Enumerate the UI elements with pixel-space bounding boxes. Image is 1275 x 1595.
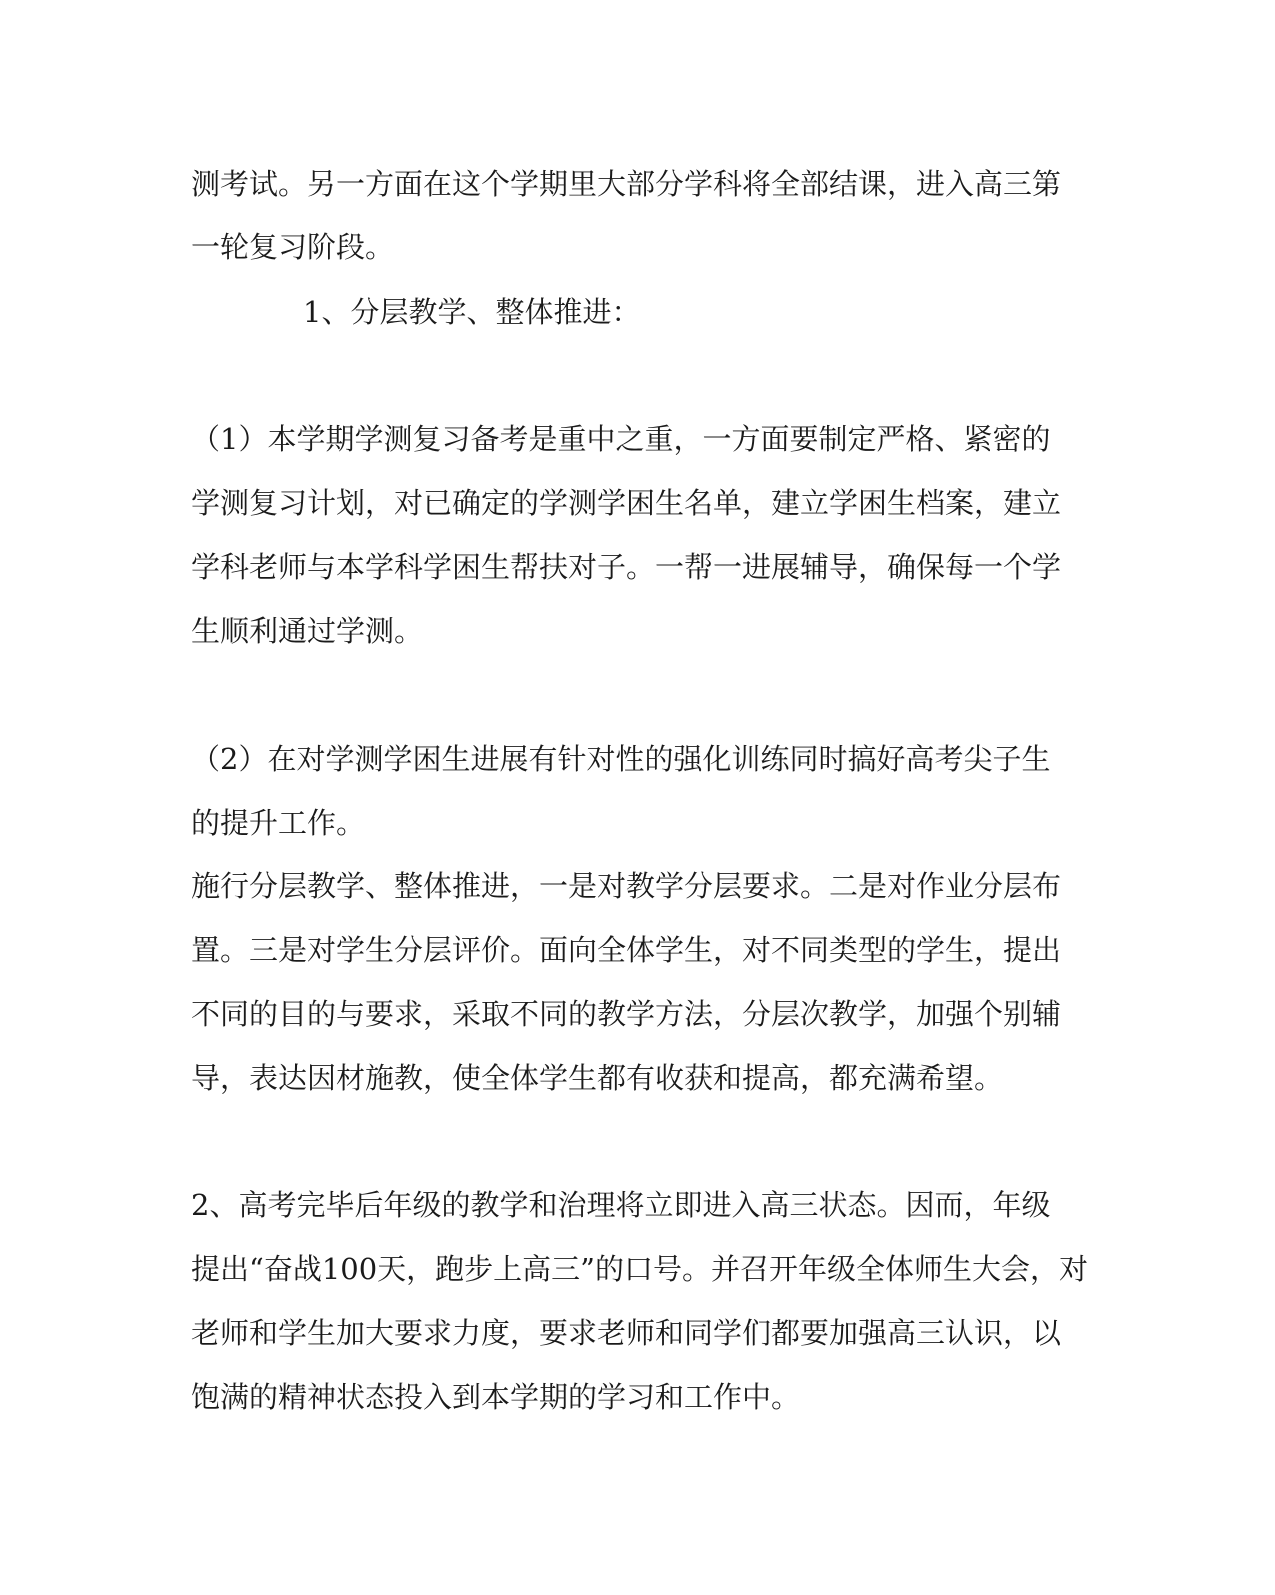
paragraph-line: 提出“奋战100天，跑步上高三”的口号。并召开年级全体师生大会，对: [191, 1252, 1089, 1286]
paragraph-line: 的提升工作。: [191, 806, 366, 840]
paragraph-line: （2）在对学测学困生进展有针对性的强化训练同时搞好高考尖子生: [191, 742, 1051, 776]
paragraph-line: 饱满的精神状态投入到本学期的学习和工作中。: [191, 1380, 801, 1414]
section-heading: 1、分层教学、整体推进：: [303, 295, 641, 329]
paragraph-line: 测考试。另一方面在这个学期里大部分学科将全部结课，进入高三第: [191, 167, 1062, 201]
paragraph-line: 生顺利通过学测。: [191, 614, 424, 648]
paragraph-line: 学测复习计划，对已确定的学测学困生名单，建立学困生档案，建立: [191, 486, 1062, 520]
paragraph-line: 老师和学生加大要求力度，要求老师和同学们都要加强高三认识，以: [191, 1316, 1062, 1350]
paragraph-line: （1）本学期学测复习备考是重中之重，一方面要制定严格、紧密的: [191, 422, 1051, 456]
paragraph-line: 2、高考完毕后年级的教学和治理将立即进入高三状态。因而，年级: [191, 1188, 1051, 1222]
paragraph-line: 施行分层教学、整体推进，一是对教学分层要求。二是对作业分层布: [191, 869, 1062, 903]
paragraph-line: 不同的目的与要求，采取不同的教学方法，分层次教学，加强个别辅: [191, 997, 1062, 1031]
paragraph-line: 导，表达因材施教，使全体学生都有收获和提高，都充满希望。: [191, 1061, 1004, 1095]
paragraph-line: 学科老师与本学科学困生帮扶对子。一帮一进展辅导，确保每一个学: [191, 550, 1062, 584]
paragraph-line: 置。三是对学生分层评价。面向全体学生，对不同类型的学生，提出: [191, 933, 1062, 967]
paragraph-line: 一轮复习阶段。: [191, 230, 395, 264]
